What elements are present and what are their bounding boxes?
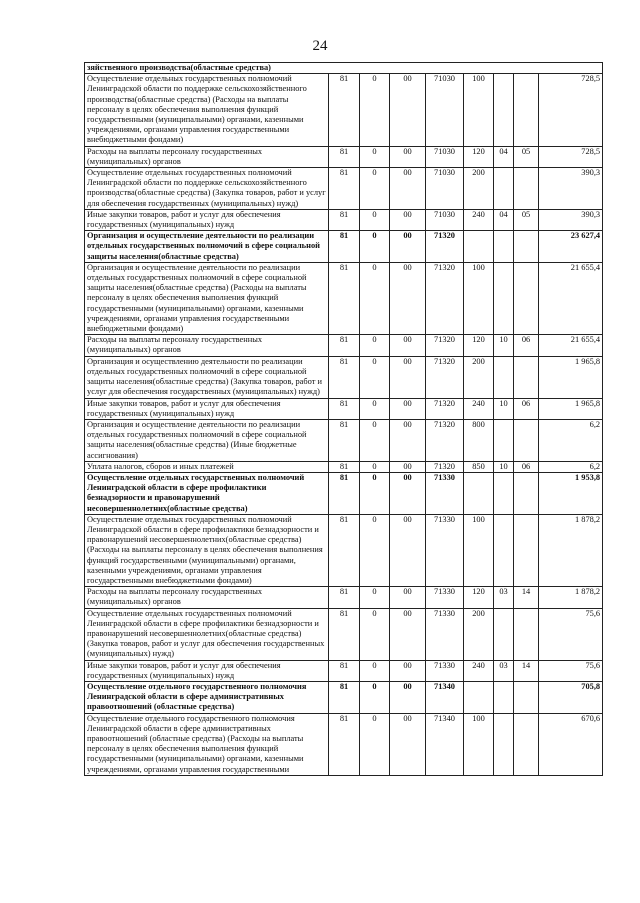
row-code-program: 0	[360, 168, 390, 210]
row-code-subprogram: 00	[390, 419, 426, 461]
budget-table	[84, 62, 603, 776]
row-name-cell: Организация и осуществление деятельности по реализации отдельных государственных полномочий в сфере социальной защиты населения(областные средства) (Иные бюджетные ассигнования)	[85, 419, 329, 461]
row-name-cell: Осуществление отдельных государственных полномочий Ленинградской области по поддержке сельскохозяйственного производства(областные средства) (Расходы на выплаты персоналу в целях обеспечения выполнения функций государственными (муниципальными) органами, казенными учреждениями, органами управления государственными внебюджетными фондами)	[85, 74, 329, 146]
row-code-target: 71330	[426, 608, 464, 660]
table-row	[85, 514, 603, 586]
row-amount: 75,6	[539, 660, 603, 681]
row-code-expense-type: 120	[464, 587, 494, 608]
row-code-section: 04	[494, 209, 514, 230]
row-code-subsection	[514, 472, 539, 514]
row-name-cell: Осуществление отдельных государственных полномочий Ленинградской области по поддержке сельскохозяйственного производства(областные средства) (Закупка товаров, работ и услуг для обеспечения государственных (муниципальных) нужд)	[85, 168, 329, 210]
row-code-target: 71030	[426, 74, 464, 146]
row-amount: 390,3	[539, 168, 603, 210]
row-name-cell: Иные закупки товаров, работ и услуг для обеспечения государственных (муниципальных) нужд	[85, 660, 329, 681]
row-code-subsection: 06	[514, 335, 539, 356]
row-code-subprogram: 00	[390, 461, 426, 472]
row-code-subprogram: 00	[390, 231, 426, 263]
row-amount: 705,8	[539, 681, 603, 713]
row-code-subprogram: 00	[390, 587, 426, 608]
table-row	[85, 231, 603, 263]
table-row	[85, 660, 603, 681]
row-amount: 6,2	[539, 419, 603, 461]
table-row	[85, 209, 603, 230]
row-code-expense-type: 200	[464, 168, 494, 210]
row-code-section	[494, 681, 514, 713]
table-row	[85, 472, 603, 514]
row-code-subprogram: 00	[390, 514, 426, 586]
row-code-subsection	[514, 713, 539, 775]
row-code-subprogram: 00	[390, 74, 426, 146]
row-code-subsection: 06	[514, 461, 539, 472]
row-code-section	[494, 231, 514, 263]
table-row	[85, 681, 603, 713]
row-code-subprogram: 00	[390, 209, 426, 230]
row-code-expense-type	[464, 681, 494, 713]
row-name-cell: Осуществление отдельного государственного полномочия Ленинградской области в сфере административных правоотношений (областные средства)	[85, 681, 329, 713]
row-code-subprogram: 00	[390, 608, 426, 660]
row-amount: 1 878,2	[539, 587, 603, 608]
row-code-target: 71330	[426, 660, 464, 681]
row-code-expense-type: 240	[464, 398, 494, 419]
row-code-target: 71320	[426, 356, 464, 398]
table-row	[85, 262, 603, 334]
row-code-section: 10	[494, 398, 514, 419]
row-code-ministry: 81	[329, 168, 360, 210]
row-code-expense-type: 100	[464, 74, 494, 146]
row-code-section: 04	[494, 146, 514, 167]
row-code-expense-type: 120	[464, 146, 494, 167]
table-row	[85, 335, 603, 356]
row-code-program: 0	[360, 461, 390, 472]
row-code-expense-type: 100	[464, 262, 494, 334]
row-name-cell: Расходы на выплаты персоналу государственных (муниципальных) органов	[85, 146, 329, 167]
row-code-section	[494, 262, 514, 334]
row-code-expense-type: 800	[464, 419, 494, 461]
row-code-ministry: 81	[329, 461, 360, 472]
row-code-subprogram: 00	[390, 146, 426, 167]
row-code-program: 0	[360, 660, 390, 681]
row-code-program: 0	[360, 146, 390, 167]
table-row	[85, 587, 603, 608]
row-amount: 728,5	[539, 146, 603, 167]
row-code-subsection	[514, 514, 539, 586]
row-code-section	[494, 472, 514, 514]
row-code-section: 10	[494, 461, 514, 472]
row-code-target: 71030	[426, 209, 464, 230]
row-code-program: 0	[360, 587, 390, 608]
row-code-section: 03	[494, 660, 514, 681]
row-code-program: 0	[360, 74, 390, 146]
row-code-expense-type: 120	[464, 335, 494, 356]
table-row	[85, 608, 603, 660]
row-amount: 21 655,4	[539, 335, 603, 356]
table-row	[85, 713, 603, 775]
row-code-subprogram: 00	[390, 168, 426, 210]
page-number: 24	[312, 38, 328, 54]
row-code-subsection	[514, 168, 539, 210]
row-name-cell: Организация и осуществление деятельности по реализации отдельных государственных полномочий в сфере социальной защиты населения(областные средства)	[85, 231, 329, 263]
row-code-ministry: 81	[329, 608, 360, 660]
row-code-target: 71330	[426, 514, 464, 586]
row-code-subsection	[514, 74, 539, 146]
row-code-ministry: 81	[329, 146, 360, 167]
row-code-subsection: 14	[514, 660, 539, 681]
row-code-target: 71320	[426, 262, 464, 334]
row-code-subsection	[514, 262, 539, 334]
row-code-program: 0	[360, 231, 390, 263]
row-code-subprogram: 00	[390, 681, 426, 713]
row-code-subsection	[514, 419, 539, 461]
table-row	[85, 398, 603, 419]
row-code-subprogram: 00	[390, 472, 426, 514]
row-code-subsection	[514, 681, 539, 713]
row-code-subsection: 14	[514, 587, 539, 608]
row-amount: 670,6	[539, 713, 603, 775]
row-name-cell: Осуществление отдельных государственных полномочий Ленинградской области в сфере профилактики безнадзорности и правонарушений несовершеннолетних(областные средства)	[85, 472, 329, 514]
row-code-ministry: 81	[329, 231, 360, 263]
row-code-target: 71030	[426, 146, 464, 167]
row-name-cell: Осуществление отдельных государственных полномочий Ленинградской области в сфере профилактики безнадзорности и правонарушений несовершеннолетних(областные средства) (Закупка товаров, работ и услуг для обеспечения государственных (муниципальных) нужд)	[85, 608, 329, 660]
row-name-cell: Осуществление отдельных государственных полномочий Ленинградской области в сфере профилактики безнадзорности и правонарушений несовершеннолетних(областные средства) (Расходы на выплаты персоналу в целях обеспечения выполнения функций государственными (муниципальными) органами, казенными учреждениями, органами управления государственными внебюджетными фондами)	[85, 514, 329, 586]
row-code-section	[494, 356, 514, 398]
table-row	[85, 74, 603, 146]
row-code-subsection	[514, 608, 539, 660]
row-code-subsection: 05	[514, 146, 539, 167]
table-row	[85, 419, 603, 461]
row-code-subsection	[514, 356, 539, 398]
row-code-ministry: 81	[329, 356, 360, 398]
header-row-text: зяйственного производства(областные средства)	[85, 63, 603, 74]
row-code-section	[494, 419, 514, 461]
row-code-ministry: 81	[329, 514, 360, 586]
row-code-target: 71320	[426, 461, 464, 472]
row-code-ministry: 81	[329, 713, 360, 775]
row-code-target: 71330	[426, 472, 464, 514]
row-code-expense-type: 200	[464, 608, 494, 660]
row-amount: 1 878,2	[539, 514, 603, 586]
row-code-target: 71320	[426, 398, 464, 419]
table-row	[85, 168, 603, 210]
row-code-section	[494, 514, 514, 586]
row-code-subprogram: 00	[390, 356, 426, 398]
row-code-target: 71340	[426, 713, 464, 775]
row-name-cell: Уплата налогов, сборов и иных платежей	[85, 461, 329, 472]
row-code-ministry: 81	[329, 74, 360, 146]
row-code-target: 71320	[426, 231, 464, 263]
row-code-program: 0	[360, 514, 390, 586]
row-name-cell: Осуществление отдельного государственного полномочия Ленинградской области в сфере административных правоотношений (областные средства) (Расходы на выплаты персоналу в целях обеспечения выполнения функций государственными (муниципальными) органами, казенными учреждениями, органами управления государственными	[85, 713, 329, 775]
row-code-section: 10	[494, 335, 514, 356]
row-code-section	[494, 713, 514, 775]
table-row	[85, 461, 603, 472]
row-code-ministry: 81	[329, 398, 360, 419]
row-name-cell: Расходы на выплаты персоналу государственных (муниципальных) органов	[85, 335, 329, 356]
row-code-expense-type	[464, 231, 494, 263]
row-name-cell: Расходы на выплаты персоналу государственных (муниципальных) органов	[85, 587, 329, 608]
row-code-section	[494, 168, 514, 210]
row-code-subsection	[514, 231, 539, 263]
row-code-expense-type: 200	[464, 356, 494, 398]
row-code-program: 0	[360, 419, 390, 461]
row-amount: 21 655,4	[539, 262, 603, 334]
row-code-section	[494, 74, 514, 146]
row-code-subprogram: 00	[390, 335, 426, 356]
row-code-program: 0	[360, 713, 390, 775]
row-code-expense-type: 240	[464, 209, 494, 230]
row-code-ministry: 81	[329, 660, 360, 681]
row-code-expense-type	[464, 472, 494, 514]
row-amount: 390,3	[539, 209, 603, 230]
row-code-program: 0	[360, 262, 390, 334]
row-code-program: 0	[360, 335, 390, 356]
row-amount: 6,2	[539, 461, 603, 472]
row-amount: 23 627,4	[539, 231, 603, 263]
row-name-cell: Иные закупки товаров, работ и услуг для обеспечения государственных (муниципальных) нужд	[85, 209, 329, 230]
row-code-target: 71330	[426, 587, 464, 608]
row-code-program: 0	[360, 209, 390, 230]
row-code-target: 71340	[426, 681, 464, 713]
row-code-program: 0	[360, 608, 390, 660]
row-code-expense-type: 100	[464, 514, 494, 586]
row-code-expense-type: 240	[464, 660, 494, 681]
row-amount: 728,5	[539, 74, 603, 146]
table-row	[85, 356, 603, 398]
row-code-subprogram: 00	[390, 262, 426, 334]
table-row	[85, 146, 603, 167]
row-code-ministry: 81	[329, 681, 360, 713]
row-name-cell: Иные закупки товаров, работ и услуг для обеспечения государственных (муниципальных) нужд	[85, 398, 329, 419]
row-code-ministry: 81	[329, 209, 360, 230]
row-code-ministry: 81	[329, 262, 360, 334]
row-code-expense-type: 850	[464, 461, 494, 472]
row-amount: 1 953,8	[539, 472, 603, 514]
row-code-ministry: 81	[329, 587, 360, 608]
row-name-cell: Организация и осуществление деятельности по реализации отдельных государственных полномочий в сфере социальной защиты населения(областные средства) (Расходы на выплаты персоналу в целях обеспечения выполнения функций государственными (муниципальными) органами, казенными учреждениями, органами управления государственными внебюджетными фондами)	[85, 262, 329, 334]
row-code-subsection: 05	[514, 209, 539, 230]
row-code-target: 71320	[426, 419, 464, 461]
row-amount: 75,6	[539, 608, 603, 660]
row-name-cell: Организация и осуществлению деятельности по реализации отдельных государственных полномочий в сфере социальной защиты населения(областные средства) (Закупка товаров, работ и услуг для обеспечения государственных (муниципальных) нужд)	[85, 356, 329, 398]
row-code-expense-type: 100	[464, 713, 494, 775]
row-code-subprogram: 00	[390, 398, 426, 419]
row-code-section: 03	[494, 587, 514, 608]
row-code-ministry: 81	[329, 335, 360, 356]
row-code-program: 0	[360, 356, 390, 398]
row-code-subprogram: 00	[390, 660, 426, 681]
row-code-program: 0	[360, 472, 390, 514]
row-code-section	[494, 608, 514, 660]
row-code-subprogram: 00	[390, 713, 426, 775]
row-code-target: 71030	[426, 168, 464, 210]
row-code-ministry: 81	[329, 419, 360, 461]
row-amount: 1 965,8	[539, 398, 603, 419]
row-code-ministry: 81	[329, 472, 360, 514]
row-amount: 1 965,8	[539, 356, 603, 398]
row-code-target: 71320	[426, 335, 464, 356]
row-code-program: 0	[360, 681, 390, 713]
table-header-row	[85, 63, 603, 74]
row-code-program: 0	[360, 398, 390, 419]
row-code-subsection: 06	[514, 398, 539, 419]
